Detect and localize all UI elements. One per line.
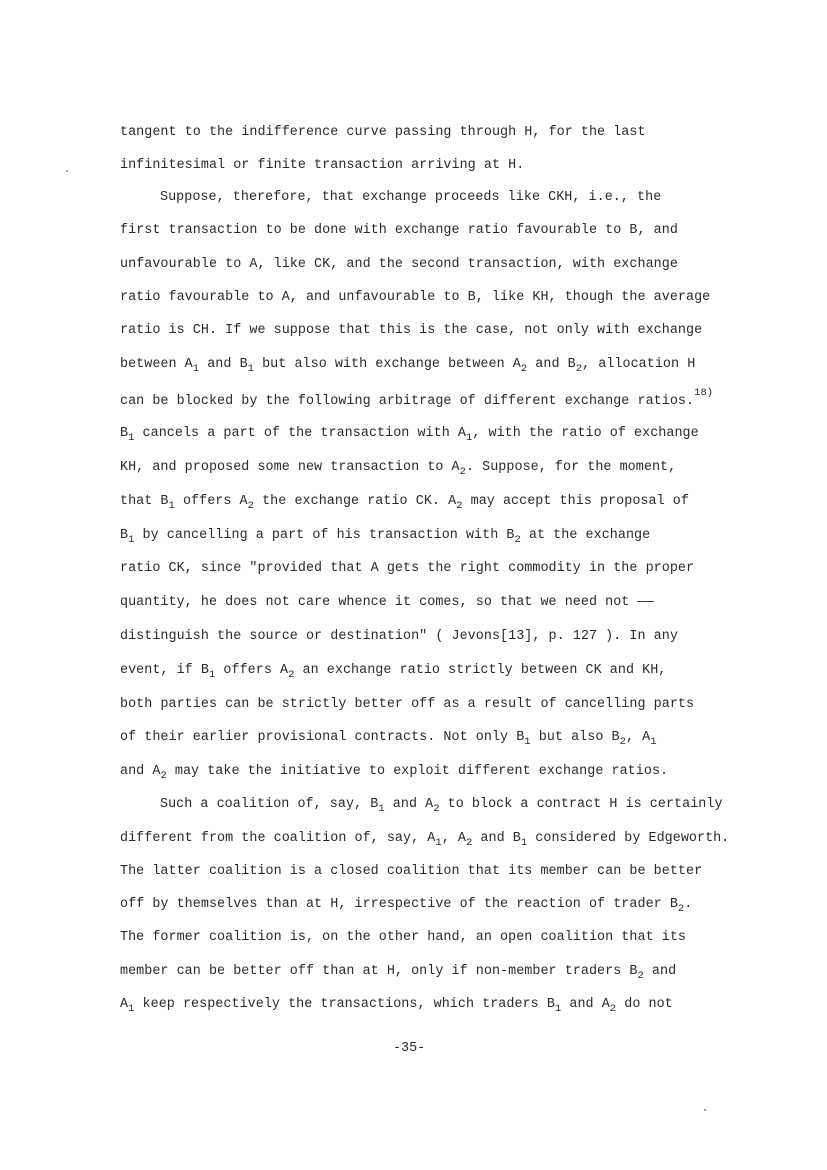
text-line: first transaction to be done with exchange ratio favourable to B, and bbox=[120, 223, 678, 238]
text-line: Suppose, therefore, that exchange proceeds like CKH, i.e., the bbox=[160, 190, 662, 205]
text-line: can be blocked by the following arbitrage of different exchange ratios.$^{18)}$ bbox=[120, 387, 714, 409]
text-line: that $B_1$ offers $A_2$ the exchange ratio CK. $A_2$ may accept this proposal of bbox=[120, 494, 689, 512]
text-line: ratio favourable to A, and unfavourable to B, like KH, though the average bbox=[120, 290, 711, 305]
text-line: The latter coalition is a closed coalition that its member can be better bbox=[120, 864, 703, 879]
text-line: $B_1$ by cancelling a part of his transaction with $B_2$ at the exchange bbox=[120, 528, 651, 546]
text-line: infinitesimal or finite transaction arriving at H. bbox=[120, 158, 525, 173]
text-line: ratio is CH. If we suppose that this is the case, not only with exchange bbox=[120, 323, 703, 338]
text-line: and $A_2$ may take the initiative to exploit different exchange ratios. bbox=[120, 764, 669, 782]
text-line: tangent to the indifference curve passing through H, for the last bbox=[120, 125, 646, 140]
text-line: of their earlier provisional contracts. Not only $B_1$ but also $B_2$, $A_1$ bbox=[120, 730, 657, 748]
scan-speck bbox=[704, 1109, 706, 1111]
text-line: member can be better off than at H, only if non-member traders $B_2$ and bbox=[120, 964, 677, 982]
text-line: ratio CK, since "provided that A gets the right commodity in the proper bbox=[120, 561, 695, 576]
text-line: Such a coalition of, say, $B_1$ and $A_2$ to block a contract H is certainly bbox=[160, 797, 723, 815]
text-line: different from the coalition of, say, $A_1$, $A_2$ and $B_1$ considered by Edgeworth. bbox=[120, 831, 730, 849]
text-line: off by themselves than at H, irrespective of the reaction of trader $B_2$. bbox=[120, 897, 693, 915]
text-line: unfavourable to A, like CK, and the second transaction, with exchange bbox=[120, 257, 678, 272]
text-line: both parties can be strictly better off as a result of cancelling parts bbox=[120, 697, 695, 712]
text-line: $B_1$ cancels a part of the transaction with $A_1$, with the ratio of exchange bbox=[120, 426, 699, 444]
text-line: KH, and proposed some new transaction to $A_2$. Suppose, for the moment, bbox=[120, 460, 677, 478]
text-line: $A_1$ keep respectively the transactions, which traders $B_1$ and $A_2$ do not bbox=[120, 997, 673, 1015]
text-line: event, if $B_1$ offers $A_2$ an exchange ratio strictly between CK and KH, bbox=[120, 663, 667, 681]
scan-speck bbox=[66, 170, 68, 172]
text-line: The former coalition is, on the other hand, an open coalition that its bbox=[120, 930, 686, 945]
text-line: between $A_1$ and $B_1$ but also with exchange between $A_2$ and $B_2$, allocation H bbox=[120, 357, 696, 375]
text-line: quantity, he does not care whence it comes, so that we need not —— bbox=[120, 595, 654, 610]
text-line: distinguish the source or destination" ( Jevons[13], p. 127 ). In any bbox=[120, 629, 678, 644]
page-number: -35- bbox=[393, 1041, 426, 1056]
